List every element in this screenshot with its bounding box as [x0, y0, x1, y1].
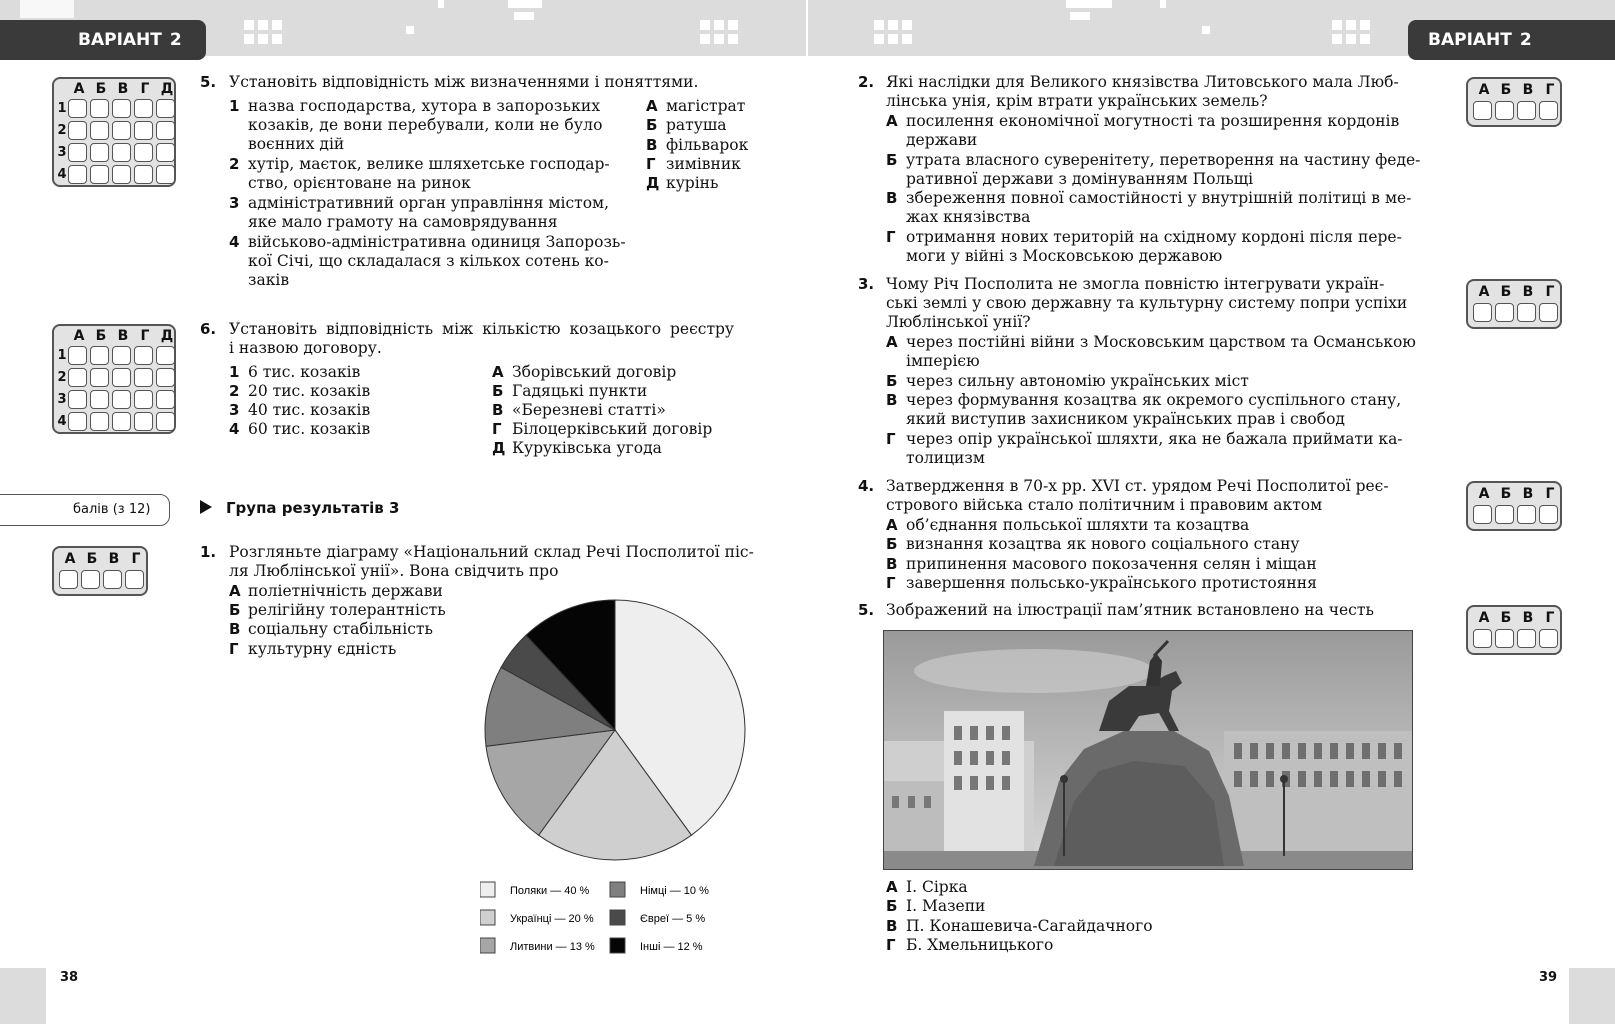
question-number: 2. — [858, 73, 875, 91]
question-text: ля Люблінської унії». Вона свідчить про — [229, 562, 559, 580]
answer-cell[interactable] — [112, 390, 131, 409]
question-text: Чому Річ Посполита не змогла повністю інтегрувати україн- — [886, 275, 1385, 293]
option-text: магістрат — [666, 97, 746, 115]
option-text: релігійну толерантність — [248, 601, 446, 619]
option-letter: Г — [492, 420, 502, 438]
answer-cell[interactable] — [90, 99, 109, 118]
item-number: 2 — [229, 382, 240, 400]
answer-cell[interactable] — [68, 143, 87, 162]
option-text: об’єднання польської шляхти та козацтва — [906, 516, 1250, 534]
answer-cell[interactable] — [1495, 303, 1514, 322]
answer-box-q2: А Б В Г — [1466, 77, 1562, 127]
answer-cell[interactable] — [1495, 101, 1514, 120]
item-text: 40 тис. козаків — [248, 401, 371, 419]
option-text: ратуша — [666, 116, 727, 134]
legend-swatch — [610, 938, 625, 953]
option-text: толицизм — [906, 449, 985, 467]
question-text: і назвою договору. — [229, 339, 382, 357]
item-number: 3 — [229, 401, 240, 419]
option-text: Зборівський договір — [512, 363, 677, 381]
item-text: хутір, маєток, велике шляхетське господар- — [248, 155, 610, 173]
option-letter: Б — [229, 601, 241, 619]
legend-label: Литвини — 13 % — [510, 941, 595, 953]
answer-cell[interactable] — [134, 99, 153, 118]
option-letter: А — [886, 112, 898, 130]
legend-label: Німці — 10 % — [640, 885, 709, 897]
option-text: держави — [906, 131, 978, 149]
option-text: Білоцерківський договір — [512, 420, 713, 438]
legend-swatch — [480, 910, 495, 925]
answer-cell[interactable] — [1495, 505, 1514, 524]
option-text: ративної держави з домінуванням Польщі — [906, 170, 1254, 188]
answer-box-q1: А Б В Г — [52, 546, 148, 596]
answer-cell[interactable] — [68, 346, 87, 365]
answer-cell[interactable] — [112, 346, 131, 365]
option-text: через постійні війни з Московським царством та Османською — [906, 333, 1416, 351]
legend-swatch — [610, 882, 625, 897]
question-text: Затвердження в 70-х рр. XVI ст. урядом Речі Посполитої реє- — [886, 477, 1389, 495]
option-text: Куруківська угода — [512, 439, 662, 457]
answer-cell[interactable] — [90, 368, 109, 387]
answer-cell[interactable] — [1517, 101, 1536, 120]
answer-cell[interactable] — [90, 165, 109, 184]
answer-cell[interactable] — [103, 570, 122, 589]
option-text: отримання нових територій на східному кордоні після пере- — [906, 228, 1402, 246]
answer-cell[interactable] — [125, 570, 144, 589]
option-letter: А — [229, 582, 241, 600]
item-text: назва господарства, хутора в запорозьких — [248, 97, 601, 115]
question-text: ські землі у свою державну та культурну систему попри успіхи — [886, 294, 1408, 312]
answer-cell[interactable] — [134, 390, 153, 409]
item-text: воєнних дій — [248, 135, 345, 153]
option-letter: Г — [886, 574, 896, 592]
item-text: заків — [248, 271, 290, 289]
option-text: посилення економічної могутності та розширення кордонів — [906, 112, 1400, 130]
option-text: поліетнічність держави — [248, 582, 443, 600]
option-letter: Д — [492, 439, 506, 457]
answer-cell[interactable] — [68, 99, 87, 118]
option-text: моги у війні з Московською державою — [906, 247, 1223, 265]
answer-cell[interactable] — [90, 346, 109, 365]
answer-cell[interactable] — [90, 412, 109, 431]
option-text: культурну єдність — [248, 640, 397, 658]
option-letter: Б — [886, 897, 898, 915]
answer-cell[interactable] — [134, 412, 153, 431]
item-number: 1 — [229, 97, 240, 115]
answer-box-q5: А Б В Г — [1466, 605, 1562, 655]
option-letter: В — [886, 391, 898, 409]
answer-cell[interactable] — [1517, 629, 1536, 648]
legend-label: Українці — 20 % — [510, 913, 594, 925]
option-letter: Б — [886, 535, 898, 553]
answer-cell[interactable] — [134, 346, 153, 365]
legend-swatch — [610, 910, 625, 925]
option-text: збереження повної самостійності у внутрішній політиці в ме- — [906, 189, 1412, 207]
option-text: через опір української шляхти, яка не бажала приймати ка- — [906, 430, 1403, 448]
option-letter: А — [492, 363, 504, 381]
answer-cell[interactable] — [156, 165, 175, 184]
item-text: 6 тис. козаків — [248, 363, 361, 381]
monument-photo — [883, 630, 1413, 870]
answer-cell[interactable] — [1539, 629, 1558, 648]
option-letter: В — [646, 136, 658, 154]
option-text: соціальну стабільність — [248, 620, 433, 638]
option-text: жах князівства — [906, 208, 1031, 226]
question-number: 5. — [858, 601, 875, 619]
option-text: І. Сірка — [906, 878, 968, 896]
option-text: Гадяцькі пункти — [512, 382, 648, 400]
answer-cell[interactable] — [81, 570, 100, 589]
answer-cell[interactable] — [156, 368, 175, 387]
answer-cell[interactable] — [112, 121, 131, 140]
item-number: 4 — [229, 420, 240, 438]
option-text: через формування козацтва як окремого суспільного стану, — [906, 391, 1402, 409]
option-text: Б. Хмельницького — [906, 936, 1054, 954]
question-text: Розгляньте діаграму «Національний склад Речі Посполитої піс- — [229, 543, 754, 561]
answer-grid-q6: А Б В Г Д 1 2 3 4 — [52, 324, 176, 434]
legend-swatch — [480, 882, 495, 897]
answer-cell[interactable] — [1539, 505, 1558, 524]
option-letter: Б — [886, 151, 898, 169]
item-text: 60 тис. козаків — [248, 420, 371, 438]
answer-cell[interactable] — [1517, 505, 1536, 524]
pie-chart — [480, 590, 780, 960]
answer-cell[interactable] — [68, 412, 87, 431]
group-title: Група результатів 3 — [200, 499, 399, 517]
question-text: Які наслідки для Великого князівства Литовського мала Люб- — [886, 73, 1399, 91]
question-text: лінська унія, крім втрати українських земель? — [886, 92, 1268, 110]
answer-cell[interactable] — [1473, 629, 1492, 648]
option-text: «Березневі статті» — [512, 401, 666, 419]
question-number: 4. — [858, 477, 875, 495]
answer-cell[interactable] — [1539, 303, 1558, 322]
question-number: 5. — [200, 73, 217, 91]
option-letter: А — [886, 878, 898, 896]
option-letter: Г — [886, 936, 896, 954]
option-letter: Б — [646, 116, 658, 134]
question-text: стрового війська стало політичним і правовим актом — [886, 496, 1323, 514]
side-strip-right — [1569, 968, 1615, 1024]
option-text: імперією — [906, 352, 980, 370]
page-number-left: 38 — [60, 970, 79, 985]
page-number-right: 39 — [1539, 970, 1558, 985]
option-letter: Д — [646, 174, 660, 192]
option-text: курінь — [666, 174, 719, 192]
item-text: кої Січі, що складалася з кількох сотень ко- — [248, 252, 609, 270]
answer-cell[interactable] — [1473, 505, 1492, 524]
answer-cell[interactable] — [59, 570, 78, 589]
answer-cell[interactable] — [156, 412, 175, 431]
option-text: через сильну автономію українських міст — [906, 372, 1249, 390]
answer-cell[interactable] — [68, 368, 87, 387]
question-text: Установіть відповідність між кількістю козацького реєстру — [229, 320, 735, 338]
option-letter: А — [886, 333, 898, 351]
item-text: ство, орієнтоване на ринок — [248, 174, 471, 192]
answer-cell[interactable] — [112, 165, 131, 184]
score-box[interactable]: балів (з 12) — [0, 494, 170, 526]
option-text: визнання козацтва як нового соціального стану — [906, 535, 1300, 553]
item-text: військово-адміністративна одиниця Запорозь- — [248, 233, 626, 251]
answer-cell[interactable] — [68, 121, 87, 140]
item-number: 4 — [229, 233, 240, 251]
item-number: 3 — [229, 194, 240, 212]
option-text: утрата власного суверенітету, перетворення на частину феде- — [906, 151, 1421, 169]
answer-cell[interactable] — [156, 121, 175, 140]
option-text: П. Конашевича-Сагайдачного — [906, 917, 1153, 935]
answer-cell[interactable] — [90, 390, 109, 409]
option-letter: В — [886, 917, 898, 935]
option-letter: Г — [646, 155, 656, 173]
answer-cell[interactable] — [1539, 101, 1558, 120]
answer-cell[interactable] — [112, 143, 131, 162]
question-number: 1. — [200, 543, 217, 561]
legend-label: Євреї — 5 % — [640, 913, 706, 925]
answer-cell[interactable] — [1495, 629, 1514, 648]
side-strip-left — [0, 968, 46, 1024]
option-letter: В — [886, 555, 898, 573]
answer-cell[interactable] — [112, 99, 131, 118]
answer-cell[interactable] — [1473, 303, 1492, 322]
question-text: Установіть відповідність між визначеннями і поняттями. — [229, 73, 699, 91]
answer-cell[interactable] — [1473, 101, 1492, 120]
answer-box-q3: А Б В Г — [1466, 279, 1562, 329]
option-text: зимівник — [666, 155, 741, 173]
option-letter: А — [886, 516, 898, 534]
option-letter: А — [646, 97, 658, 115]
option-letter: В — [492, 401, 504, 419]
answer-cell[interactable] — [156, 143, 175, 162]
legend-swatch — [480, 938, 495, 953]
option-letter: Б — [886, 372, 898, 390]
item-text: козаків, де вони перебували, коли не було — [248, 116, 603, 134]
option-letter: Г — [886, 228, 896, 246]
answer-cell[interactable] — [68, 165, 87, 184]
question-number: 3. — [858, 275, 875, 293]
item-number: 1 — [229, 363, 240, 381]
answer-cell[interactable] — [68, 390, 87, 409]
answer-box-q4: А Б В Г — [1466, 481, 1562, 531]
legend-label: Інші — 12 % — [640, 941, 703, 953]
answer-cell[interactable] — [90, 121, 109, 140]
answer-cell[interactable] — [90, 143, 109, 162]
answer-cell[interactable] — [134, 121, 153, 140]
legend-label: Поляки — 40 % — [510, 885, 590, 897]
variant-tab-left: ВАРІАНТ 2 — [0, 20, 206, 60]
triangle-bullet-icon — [200, 500, 212, 514]
option-letter: Б — [492, 382, 504, 400]
answer-cell[interactable] — [1517, 303, 1536, 322]
answer-grid-q5: А Б В Г Д 1 2 3 4 — [52, 77, 176, 187]
question-number: 6. — [200, 320, 217, 338]
answer-cell[interactable] — [134, 368, 153, 387]
option-letter: В — [229, 620, 241, 638]
option-text: який виступив захисником українських прав і свобод — [906, 410, 1345, 428]
question-text: Зображений на ілюстрації пам’ятник встановлено на честь — [886, 601, 1374, 619]
option-letter: Г — [886, 430, 896, 448]
answer-cell[interactable] — [156, 390, 175, 409]
answer-cell[interactable] — [156, 346, 175, 365]
answer-cell[interactable] — [112, 412, 131, 431]
answer-cell[interactable] — [112, 368, 131, 387]
item-text: адміністративний орган управління містом, — [248, 194, 610, 212]
option-letter: Г — [229, 640, 239, 658]
option-text: фільварок — [666, 136, 749, 154]
question-text: Люблінської унії? — [886, 313, 1031, 331]
option-text: припинення масового покозачення селян і міщан — [906, 555, 1317, 573]
item-text: яке мало грамоту на самоврядування — [248, 213, 558, 231]
item-text: 20 тис. козаків — [248, 382, 371, 400]
option-text: завершення польсько-українського протистояння — [906, 574, 1317, 592]
option-text: І. Мазепи — [906, 897, 986, 915]
answer-cell[interactable] — [156, 99, 175, 118]
item-number: 2 — [229, 155, 240, 173]
answer-cell[interactable] — [134, 165, 153, 184]
option-letter: В — [886, 189, 898, 207]
variant-tab-right: ВАРІАНТ 2 — [1408, 20, 1615, 60]
answer-cell[interactable] — [134, 143, 153, 162]
